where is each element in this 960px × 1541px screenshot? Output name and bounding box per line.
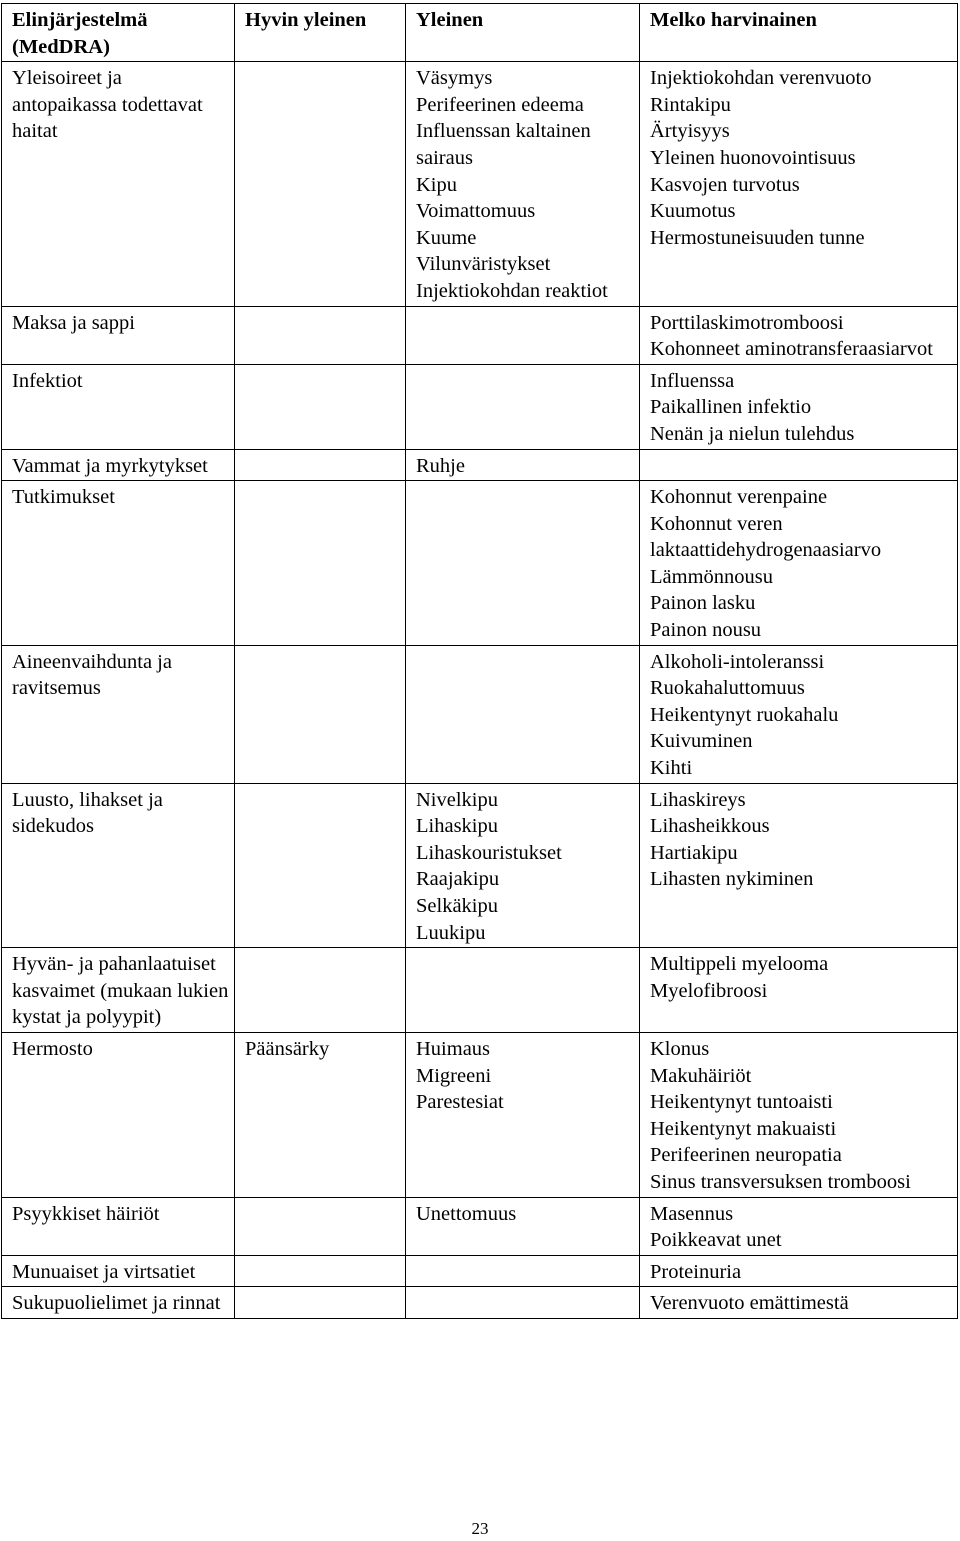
reaction-item: Lihasheikkous	[650, 815, 770, 838]
reaction-item: Verenvuoto emättimestä	[650, 1292, 849, 1315]
reaction-item: Makuhäiriöt	[650, 1064, 752, 1087]
table-row	[2, 364, 958, 449]
very-common-cell	[235, 1287, 406, 1319]
reaction-item: Poikkeavat unet	[650, 1229, 782, 1252]
reaction-item: Perifeerinen edeema	[416, 93, 584, 116]
reaction-item: Lihaskouristukset	[416, 841, 562, 864]
organ-system-cell: Hermosto	[2, 1032, 235, 1197]
header-very-common: Hyvin yleinen	[235, 4, 406, 62]
table-row	[2, 948, 958, 1033]
uncommon-cell	[640, 1255, 958, 1287]
reaction-item: Multippeli myelooma	[650, 953, 829, 976]
table-row	[2, 645, 958, 783]
reaction-item: Heikentynyt ruokahalu	[650, 703, 839, 726]
reaction-item: Rintakipu	[650, 93, 731, 116]
header-row	[2, 4, 958, 62]
reaction-item: Lihaskipu	[416, 815, 498, 838]
reaction-item: Hermostuneisuuden tunne	[650, 226, 865, 249]
very-common-cell	[235, 948, 406, 1033]
reaction-item: Masennus	[650, 1202, 734, 1225]
uncommon-cell	[640, 449, 958, 481]
reaction-item: Parestesiat	[416, 1091, 504, 1114]
reaction-item: Kipu	[416, 173, 457, 196]
organ-system-cell: Maksa ja sappi	[2, 306, 235, 364]
reaction-item: Heikentynyt makuaisti	[650, 1117, 837, 1140]
common-cell	[406, 1032, 640, 1197]
reaction-item: Nenän ja nielun tulehdus	[650, 422, 855, 445]
table-row	[2, 1255, 958, 1287]
table-row	[2, 1287, 958, 1319]
organ-system-cell: Tutkimukset	[2, 481, 235, 646]
reaction-item: Voimattomuus	[416, 200, 536, 223]
very-common-cell	[235, 783, 406, 948]
table-row	[2, 62, 958, 306]
uncommon-cell	[640, 783, 958, 948]
header-organ-system: Elinjärjestelmä (MedDRA)	[2, 4, 235, 62]
organ-system-cell: Yleisoireet ja antopaikassa todettavat haitat	[2, 62, 235, 306]
organ-system-cell: Aineenvaihdunta ja ravitsemus	[2, 645, 235, 783]
reaction-item: Ruokahaluttomuus	[650, 677, 805, 700]
reaction-item: Kohonnut veren laktaattidehydrogenaasiarvo	[650, 512, 882, 562]
table-row	[2, 481, 958, 646]
reaction-item: Injektiokohdan verenvuoto	[650, 67, 872, 90]
reaction-item: Migreeni	[416, 1064, 492, 1087]
table-row	[2, 449, 958, 481]
organ-system-cell: Luusto, lihakset ja sidekudos	[2, 783, 235, 948]
table-body	[2, 62, 958, 1319]
reaction-item: Influenssan kaltainen sairaus	[416, 120, 591, 169]
reaction-item: Klonus	[650, 1037, 710, 1060]
reaction-item: Yleinen huonovointisuus	[650, 146, 856, 169]
reaction-item: Painon lasku	[650, 592, 756, 615]
very-common-cell	[235, 306, 406, 364]
very-common-cell	[235, 62, 406, 306]
organ-system-cell: Munuaiset ja virtsatiet	[2, 1255, 235, 1287]
very-common-cell	[235, 645, 406, 783]
reaction-item: Ruhje	[416, 454, 465, 477]
organ-system-cell: Sukupuolielimet ja rinnat	[2, 1287, 235, 1319]
reaction-item: Huimaus	[416, 1037, 491, 1060]
common-cell	[406, 364, 640, 449]
uncommon-cell	[640, 645, 958, 783]
common-cell	[406, 783, 640, 948]
table-row	[2, 1197, 958, 1255]
reaction-item: Painon nousu	[650, 619, 762, 642]
very-common-cell	[235, 449, 406, 481]
reaction-item: Selkäkipu	[416, 895, 498, 917]
reaction-item: Raajakipu	[416, 868, 500, 891]
reaction-item: Paikallinen infektio	[650, 396, 812, 419]
very-common-cell	[235, 481, 406, 646]
page-number: 23	[471, 1519, 489, 1538]
reaction-item: Nivelkipu	[416, 788, 498, 811]
reaction-item: Lihaskireys	[650, 788, 746, 811]
reaction-item: Influenssa	[650, 369, 735, 392]
header-uncommon: Melko harvinainen	[640, 4, 958, 62]
very-common-cell	[235, 364, 406, 449]
common-cell	[406, 948, 640, 1033]
reaction-item: Sinus transversuksen tromboosi	[650, 1170, 911, 1193]
reaction-item: Väsymys	[416, 67, 493, 90]
reaction-item: Porttilaskimotromboosi	[650, 311, 844, 334]
very-common-cell	[235, 1255, 406, 1287]
reaction-item: Myelofibroosi	[650, 979, 768, 1002]
table-row	[2, 783, 958, 948]
common-cell	[406, 62, 640, 306]
very-common-cell	[235, 1197, 406, 1255]
uncommon-cell	[640, 481, 958, 646]
adverse-reactions-table	[1, 3, 958, 1319]
reaction-item: Kihti	[650, 757, 693, 780]
reaction-item: Kohonneet aminotransferaasiarvot	[650, 338, 933, 361]
organ-system-cell: Psyykkiset häiriöt	[2, 1197, 235, 1255]
common-cell	[406, 306, 640, 364]
organ-system-cell: Vammat ja myrkytykset	[2, 449, 235, 481]
uncommon-cell	[640, 364, 958, 449]
reaction-item: Kuumotus	[650, 200, 736, 223]
reaction-item: Heikentynyt tuntoaisti	[650, 1091, 833, 1114]
common-cell	[406, 1287, 640, 1319]
reaction-item: Hartiakipu	[650, 841, 738, 864]
reaction-item: Kohonnut verenpaine	[650, 486, 828, 509]
table-row	[2, 306, 958, 364]
reaction-item: Luukipu	[416, 921, 486, 944]
common-cell	[406, 1255, 640, 1287]
uncommon-cell	[640, 1287, 958, 1319]
reaction-item: Lihasten nykiminen	[650, 868, 814, 891]
uncommon-cell	[640, 62, 958, 306]
header-common: Yleinen	[406, 4, 640, 62]
common-cell	[406, 1197, 640, 1255]
reaction-item: Ärtyisyys	[650, 120, 730, 143]
uncommon-cell	[640, 306, 958, 364]
common-cell	[406, 481, 640, 646]
reaction-item: Injektiokohdan reaktiot	[416, 279, 608, 302]
very-common-cell	[235, 1032, 406, 1197]
common-cell	[406, 645, 640, 783]
reaction-item: Vilunväristykset	[416, 253, 551, 276]
organ-system-cell: Infektiot	[2, 364, 235, 449]
reaction-item: Perifeerinen neuropatia	[650, 1144, 842, 1167]
uncommon-cell	[640, 1032, 958, 1197]
reaction-item: Proteinuria	[650, 1260, 742, 1283]
reaction-item: Päänsärky	[245, 1037, 330, 1060]
reaction-item: Unettomuus	[416, 1202, 517, 1225]
uncommon-cell	[640, 1197, 958, 1255]
common-cell	[406, 449, 640, 481]
reaction-item: Kuivuminen	[650, 730, 753, 753]
uncommon-cell	[640, 948, 958, 1033]
table-row	[2, 1032, 958, 1197]
reaction-item: Lämmönnousu	[650, 565, 773, 588]
reaction-item: Kuume	[416, 226, 477, 249]
organ-system-cell: Hyvän- ja pahanlaatuiset kasvaimet (mukaan lukien kystat ja polyypit)	[2, 948, 235, 1033]
reaction-item: Alkoholi-intoleranssi	[650, 650, 825, 673]
reaction-item: Kasvojen turvotus	[650, 173, 800, 196]
